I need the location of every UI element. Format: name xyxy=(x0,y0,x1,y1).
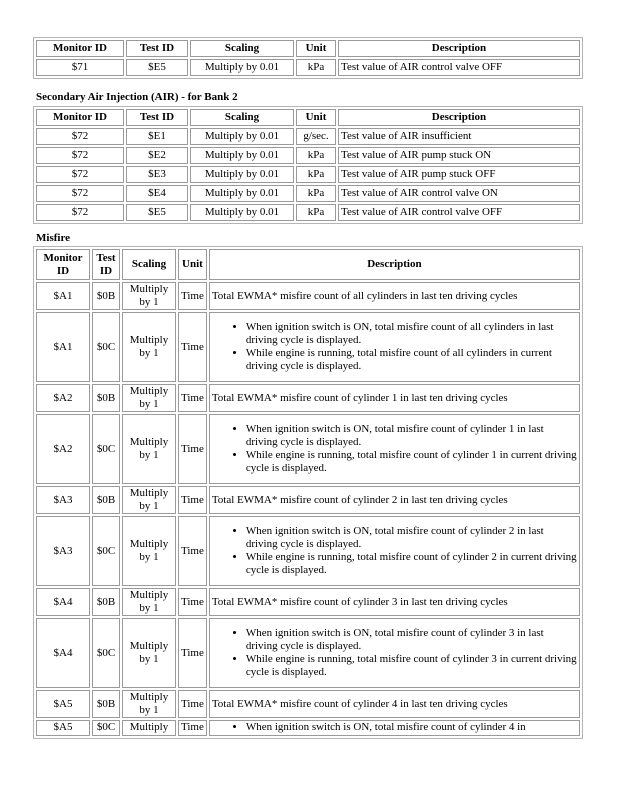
section-heading-air-bank2: Secondary Air Injection (AIR) - for Bank 2 xyxy=(36,91,238,103)
unit-cell: Time xyxy=(178,720,207,736)
header-test-id: Test ID xyxy=(126,109,188,126)
table-row xyxy=(36,59,580,76)
description-cell xyxy=(209,618,580,688)
scaling-cell: Multiply by 1 xyxy=(122,516,176,586)
scaling-cell: Multiply by 0.01 xyxy=(190,147,294,164)
header-unit: Unit xyxy=(178,249,207,280)
unit-cell: kPa xyxy=(296,166,336,183)
header-monitor-id: Monitor ID xyxy=(36,40,124,57)
test-id-cell: $0B xyxy=(92,690,120,718)
air-bank2-table xyxy=(33,106,583,224)
test-id-cell: $0B xyxy=(92,282,120,310)
scaling-cell: Multiply by 1 xyxy=(122,588,176,616)
table-row xyxy=(36,588,580,616)
table-header-row xyxy=(36,40,580,57)
bullet-item: • When ignition switch is ON, total misfire count of cylinder 3 in last driving cycle is displayed. xyxy=(246,627,577,653)
table-row xyxy=(36,312,580,382)
monitor-id-cell: $72 xyxy=(36,147,124,164)
bullet-item: • While engine is running, total misfire count of cylinder 1 in current driving cycle is displayed. xyxy=(246,449,577,475)
description-cell: Test value of AIR control valve OFF xyxy=(338,204,580,221)
table-row xyxy=(36,486,580,514)
monitor-id-cell: $A3 xyxy=(36,516,90,586)
header-test-id: Test ID xyxy=(126,40,188,57)
description-cell: Test value of AIR control valve OFF xyxy=(338,59,580,76)
table-row xyxy=(36,128,580,145)
scaling-cell: Multiply by 1 xyxy=(122,414,176,484)
bullet-list xyxy=(212,627,577,679)
bullet-item: • When ignition switch is ON, total misfire count of cylinder 1 in last driving cycle is displayed. xyxy=(246,423,577,449)
header-monitor-id: Monitor ID xyxy=(36,109,124,126)
unit-cell: Time xyxy=(178,618,207,688)
test-id-cell: $0C xyxy=(92,312,120,382)
table-row xyxy=(36,185,580,202)
monitor-id-cell: $72 xyxy=(36,204,124,221)
monitor-id-cell: $71 xyxy=(36,59,124,76)
table-row xyxy=(36,204,580,221)
unit-cell: Time xyxy=(178,414,207,484)
header-scaling: Scaling xyxy=(122,249,176,280)
header-unit: Unit xyxy=(296,40,336,57)
unit-cell: Time xyxy=(178,690,207,718)
description-cell: Total EWMA* misfire count of all cylinders in last ten driving cycles xyxy=(209,282,580,310)
monitor-id-cell: $72 xyxy=(36,128,124,145)
table-row xyxy=(36,282,580,310)
monitor-id-cell: $A2 xyxy=(36,414,90,484)
unit-cell: Time xyxy=(178,312,207,382)
unit-cell: kPa xyxy=(296,185,336,202)
header-unit: Unit xyxy=(296,109,336,126)
table-row xyxy=(36,690,580,718)
description-cell: Test value of AIR insufficient xyxy=(338,128,580,145)
air-bank1-continuation-table xyxy=(33,37,583,79)
description-cell: Total EWMA* misfire count of cylinder 3 in last ten driving cycles xyxy=(209,588,580,616)
scaling-cell: Multiply by 1 xyxy=(122,486,176,514)
table-row xyxy=(36,516,580,586)
description-cell: Total EWMA* misfire count of cylinder 4 in last ten driving cycles xyxy=(209,690,580,718)
bullet-item: • While engine is running, total misfire count of cylinder 3 in current driving cycle is displayed. xyxy=(246,653,577,679)
misfire-table xyxy=(33,246,583,739)
test-id-cell: $E2 xyxy=(126,147,188,164)
table-header-row xyxy=(36,109,580,126)
bullet-list xyxy=(212,423,577,475)
test-id-cell: $0C xyxy=(92,516,120,586)
header-scaling: Scaling xyxy=(190,109,294,126)
scaling-cell: Multiply xyxy=(122,720,176,736)
table-row xyxy=(36,414,580,484)
header-description: Description xyxy=(209,249,580,280)
scaling-cell: Multiply by 0.01 xyxy=(190,185,294,202)
bullet-item: • When ignition switch is ON, total misfire count of all cylinders in last driving cycle is displayed. xyxy=(246,321,577,347)
scaling-cell: Multiply by 0.01 xyxy=(190,166,294,183)
scaling-cell: Multiply by 1 xyxy=(122,312,176,382)
scaling-cell: Multiply by 1 xyxy=(122,384,176,412)
description-cell: Test value of AIR pump stuck ON xyxy=(338,147,580,164)
unit-cell: Time xyxy=(178,384,207,412)
unit-cell: Time xyxy=(178,588,207,616)
bullet-list xyxy=(212,525,577,577)
unit-cell: kPa xyxy=(296,147,336,164)
test-id-cell: $E4 xyxy=(126,185,188,202)
bullet-list xyxy=(212,721,577,734)
bullet-item: • When ignition switch is ON, total misfire count of cylinder 2 in last driving cycle is displayed. xyxy=(246,525,577,551)
description-cell: Test value of AIR pump stuck OFF xyxy=(338,166,580,183)
table-row xyxy=(36,384,580,412)
header-description: Description xyxy=(338,40,580,57)
description-cell xyxy=(209,414,580,484)
description-cell: Test value of AIR control valve ON xyxy=(338,185,580,202)
description-cell: Total EWMA* misfire count of cylinder 2 in last ten driving cycles xyxy=(209,486,580,514)
test-id-cell: $0C xyxy=(92,618,120,688)
unit-cell: g/sec. xyxy=(296,128,336,145)
bullet-item: • While engine is running, total misfire count of cylinder 2 in current driving cycle is displayed. xyxy=(246,551,577,577)
bullet-list xyxy=(212,321,577,373)
test-id-cell: $0B xyxy=(92,588,120,616)
scaling-cell: Multiply by 1 xyxy=(122,690,176,718)
bullet-item: • While engine is running, total misfire count of all cylinders in current driving cycle is displayed. xyxy=(246,347,577,373)
description-cell xyxy=(209,516,580,586)
unit-cell: Time xyxy=(178,282,207,310)
section-heading-misfire: Misfire xyxy=(36,232,71,244)
header-description: Description xyxy=(338,109,580,126)
unit-cell: Time xyxy=(178,516,207,586)
test-id-cell: $0C xyxy=(92,720,120,736)
monitor-id-cell: $A1 xyxy=(36,312,90,382)
test-id-cell: $E5 xyxy=(126,204,188,221)
monitor-id-cell: $A4 xyxy=(36,588,90,616)
monitor-id-cell: $A1 xyxy=(36,282,90,310)
monitor-id-cell: $A4 xyxy=(36,618,90,688)
table-row xyxy=(36,166,580,183)
description-cell xyxy=(209,312,580,382)
table-row xyxy=(36,147,580,164)
monitor-id-cell: $A5 xyxy=(36,690,90,718)
table-header-row xyxy=(36,249,580,280)
monitor-id-cell: $A3 xyxy=(36,486,90,514)
test-id-cell: $E3 xyxy=(126,166,188,183)
test-id-cell: $E5 xyxy=(126,59,188,76)
test-id-cell: $0C xyxy=(92,414,120,484)
test-id-cell: $E1 xyxy=(126,128,188,145)
unit-cell: kPa xyxy=(296,59,336,76)
header-monitor-id: Monitor ID xyxy=(36,249,90,280)
bullet-item: • When ignition switch is ON, total misfire count of cylinder 4 in xyxy=(246,721,577,734)
test-id-cell: $0B xyxy=(92,384,120,412)
unit-cell: Time xyxy=(178,486,207,514)
scaling-cell: Multiply by 0.01 xyxy=(190,204,294,221)
monitor-id-cell: $A2 xyxy=(36,384,90,412)
monitor-id-cell: $72 xyxy=(36,185,124,202)
scaling-cell: Multiply by 0.01 xyxy=(190,59,294,76)
scaling-cell: Multiply by 0.01 xyxy=(190,128,294,145)
header-scaling: Scaling xyxy=(190,40,294,57)
monitor-id-cell: $72 xyxy=(36,166,124,183)
unit-cell: kPa xyxy=(296,204,336,221)
test-id-cell: $0B xyxy=(92,486,120,514)
description-cell xyxy=(209,720,580,736)
monitor-id-cell: $A5 xyxy=(36,720,90,736)
description-cell: Total EWMA* misfire count of cylinder 1 in last ten driving cycles xyxy=(209,384,580,412)
header-test-id: Test ID xyxy=(92,249,120,280)
table-row xyxy=(36,618,580,688)
table-row xyxy=(36,720,580,736)
scaling-cell: Multiply by 1 xyxy=(122,618,176,688)
scaling-cell: Multiply by 1 xyxy=(122,282,176,310)
